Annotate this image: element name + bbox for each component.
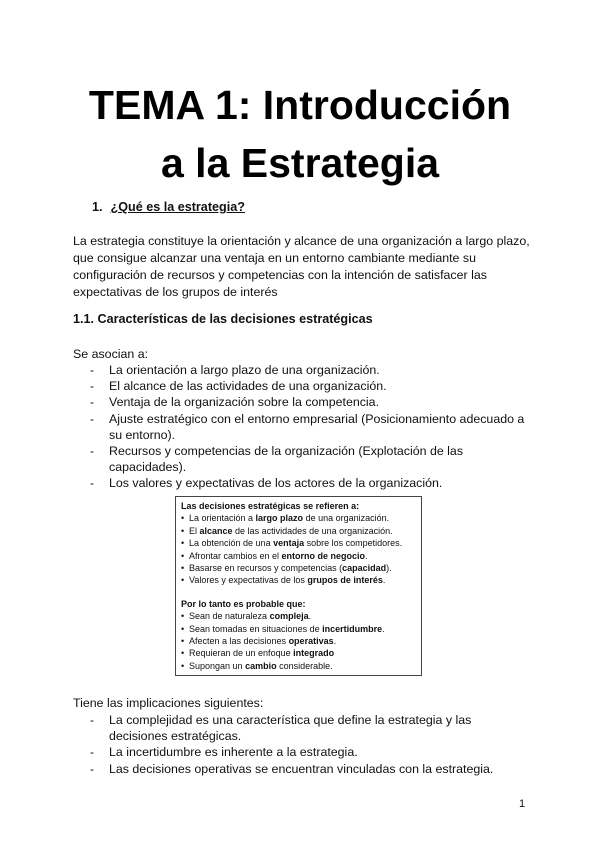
box-list-1 xyxy=(181,512,416,586)
list-1 xyxy=(90,362,530,492)
box-item: • Sean tomadas en situaciones de incertidumbre. xyxy=(181,623,385,634)
box-item: • El alcance de las actividades de una organización. xyxy=(181,525,393,536)
bullet-icon: • xyxy=(181,575,185,586)
list-item: - La complejidad es una característica que define la estrategia y las decisiones estratégicas. xyxy=(90,712,530,744)
paragraph-line: que consigue alcanzar una ventaja en un entorno cambiante mediante su xyxy=(73,251,476,265)
bullet-icon: • xyxy=(181,611,185,622)
box-list-2 xyxy=(181,610,416,672)
page-title xyxy=(0,76,600,192)
list-1-lead: Se asocian a: xyxy=(73,347,149,361)
paragraph-line: configuración de recursos y competencias con la intención de satisfacer las xyxy=(73,268,487,282)
definition-paragraph xyxy=(73,233,533,301)
box-item: • Requieran de un enfoque integrado xyxy=(181,648,335,659)
section-1-heading xyxy=(92,200,245,214)
bullet-icon: • xyxy=(181,525,185,536)
section-1-number: 1. xyxy=(92,200,103,214)
title-line-1: TEMA 1: Introducción xyxy=(88,82,512,128)
box-item: • Sean de naturaleza compleja. xyxy=(181,611,312,622)
bullet-icon: • xyxy=(181,563,185,574)
list-item: - La incertidumbre es inherente a la estrategia. xyxy=(90,744,530,760)
list-item: - La orientación a largo plazo de una organización. xyxy=(90,362,530,378)
bullet-icon: • xyxy=(181,550,185,561)
box-item: • Supongan un cambio considerable. xyxy=(181,660,333,671)
box-item: • Valores y expectativas de los grupos de interés. xyxy=(181,575,386,586)
list-item: - El alcance de las actividades de una organización. xyxy=(90,378,530,394)
list-item: - Recursos y competencias de la organización (Explotación de las capacidades). xyxy=(90,443,530,475)
box-item: • Afecten a las decisiones operativas. xyxy=(181,636,337,647)
box-heading-1: Las decisiones estratégicas se refieren a: xyxy=(181,501,360,511)
paragraph-line: La estrategia constituye la orientación y alcance de una organización a largo plazo, xyxy=(73,234,530,248)
list-item: - Ventaja de la organización sobre la competencia. xyxy=(90,394,530,410)
bullet-icon: • xyxy=(181,636,185,647)
bullet-icon: • xyxy=(181,513,185,524)
box-item: • La obtención de una ventaja sobre los competidores. xyxy=(181,538,403,549)
paragraph-line: expectativas de los grupos de interés xyxy=(73,285,278,299)
list-2-lead: Tiene las implicaciones siguientes: xyxy=(73,696,264,710)
box-item: • Basarse en recursos y competencias (capacidad). xyxy=(181,563,392,574)
bullet-icon: • xyxy=(181,623,185,634)
bullet-icon: • xyxy=(181,648,185,659)
box-item: • Afrontar cambios en el entorno de negocio. xyxy=(181,550,368,561)
section-1-title: ¿Qué es la estrategia? xyxy=(110,200,245,214)
page-number: 1 xyxy=(519,798,526,810)
section-1-1-heading: 1.1. Características de las decisiones estratégicas xyxy=(73,312,373,326)
box-item: • La orientación a largo plazo de una organización. xyxy=(181,513,390,524)
list-item: - Ajuste estratégico con el entorno empresarial (Posicionamiento adecuado a su entorno). xyxy=(90,411,530,443)
bullet-icon: • xyxy=(181,660,185,671)
title-line-2: a la Estrategia xyxy=(160,140,440,186)
summary-box xyxy=(175,496,422,676)
bullet-icon: • xyxy=(181,538,185,549)
list-2 xyxy=(90,712,530,777)
box-heading-2: Por lo tanto es probable que: xyxy=(181,598,306,609)
list-item: - Las decisiones operativas se encuentran vinculadas con la estrategia. xyxy=(90,761,530,777)
list-item: - Los valores y expectativas de los actores de la organización. xyxy=(90,475,530,491)
